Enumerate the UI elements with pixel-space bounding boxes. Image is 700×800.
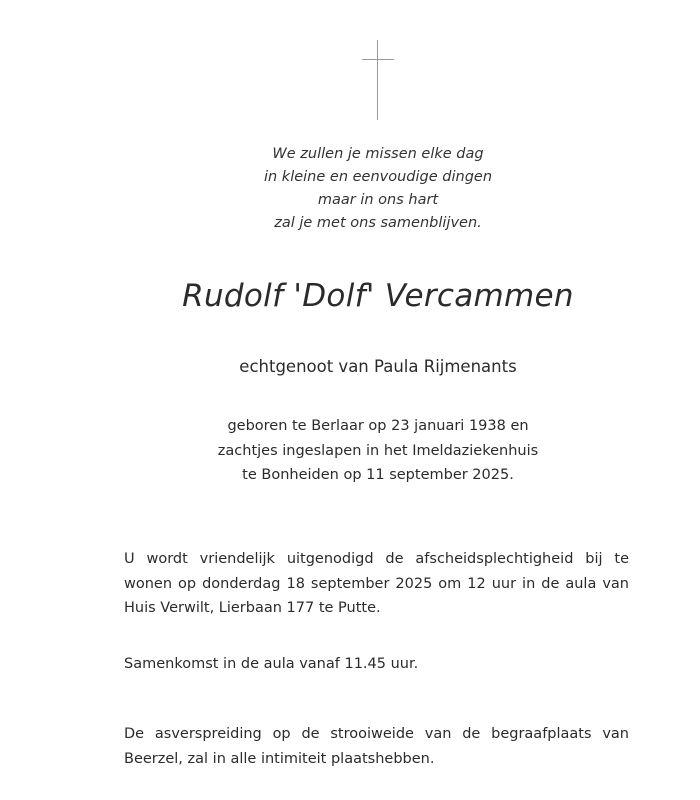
poem-line: zal je met ons samenblijven. [274, 215, 482, 231]
deceased-name: Rudolf 'Dolf' Vercammen [182, 278, 574, 314]
scattering-line: Beerzel, zal in alle intimiteit plaatshebben. [124, 750, 435, 767]
scattering-line: De asverspreiding op de strooiweide van de begraafplaats van [124, 726, 629, 742]
gathering-text: Samenkomst in de aula vanaf 11.45 uur. [124, 656, 419, 672]
spouse-relation: echtgenoot van Paula Rijmenants [239, 357, 517, 376]
life-details [150, 414, 606, 488]
poem-line: We zullen je missen elke dag [272, 146, 484, 162]
poem-line: maar in ons hart [317, 192, 439, 208]
scattering-note [124, 722, 629, 771]
gathering-note [124, 652, 629, 677]
ceremony-line: Huis Verwilt, Lierbaan 177 te Putte. [124, 600, 381, 616]
life-line: geboren te Berlaar op 23 januari 1938 en [227, 418, 529, 434]
ceremony-invitation [124, 547, 629, 621]
life-line: te Bonheiden op 11 september 2025. [242, 467, 514, 483]
cross-icon [362, 40, 394, 120]
ceremony-line: U wordt vriendelijk uitgenodigd de afscheidsplechtigheid bij te [124, 551, 629, 567]
ceremony-line: wonen op donderdag 18 september 2025 om 12 uur in de aula van [124, 575, 629, 592]
life-line: zachtjes ingeslapen in het Imeldaziekenhuis [217, 442, 539, 459]
poem-line: in kleine en eenvoudige dingen [263, 169, 493, 185]
memorial-poem [200, 143, 556, 235]
